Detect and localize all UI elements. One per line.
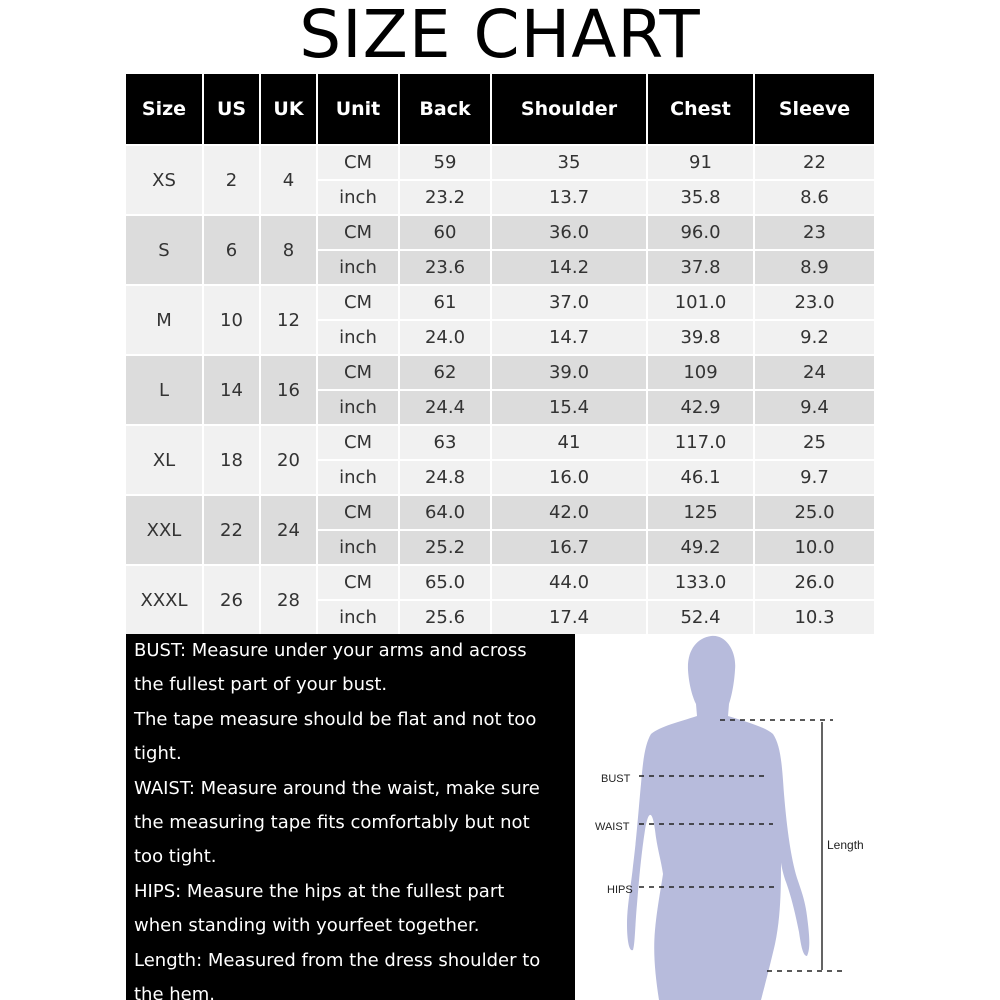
measurement-instructions (126, 634, 575, 1000)
table-header-row (126, 74, 874, 144)
table-cell: 37.8 (648, 249, 755, 284)
size-cell: M (126, 284, 204, 354)
table-cell: 25.2 (400, 529, 492, 564)
table-cell: 39.0 (492, 354, 648, 389)
column-header: Back (400, 74, 492, 144)
column-header: Chest (648, 74, 755, 144)
table-cell: 24.0 (400, 319, 492, 354)
uk-cell: 24 (261, 494, 318, 564)
length-label: Length (827, 838, 864, 852)
table-cell: CM (318, 424, 400, 459)
instruction-line: when standing with yourfeet together. (134, 915, 480, 937)
table-cell: 125 (648, 494, 755, 529)
uk-cell: 12 (261, 284, 318, 354)
column-header: Unit (318, 74, 400, 144)
table-cell: CM (318, 494, 400, 529)
table-cell: 13.7 (492, 179, 648, 214)
instruction-line: Length: Measured from the dress shoulder to (134, 949, 541, 971)
table-cell: 37.0 (492, 284, 648, 319)
instruction-line: WAIST: Measure around the waist, make sure (134, 777, 540, 799)
table-cell: 23.0 (755, 284, 874, 319)
size-cell: L (126, 354, 204, 424)
body-silhouette (627, 636, 809, 1000)
table-cell: 52.4 (648, 599, 755, 634)
table-cell: 22 (755, 144, 874, 179)
table-cell: 91 (648, 144, 755, 179)
instruction-line: tight. (134, 743, 182, 765)
table-cell: 42.0 (492, 494, 648, 529)
us-cell: 26 (204, 564, 261, 634)
table-cell: 25.6 (400, 599, 492, 634)
table-cell: 44.0 (492, 564, 648, 599)
table-row (126, 284, 874, 319)
instruction-line: HIPS: Measure the hips at the fullest part (134, 880, 505, 902)
column-header: Sleeve (755, 74, 874, 144)
hips-label: HIPS (607, 884, 633, 896)
uk-cell: 28 (261, 564, 318, 634)
table-cell: 49.2 (648, 529, 755, 564)
instruction-line: The tape measure should be flat and not too (134, 708, 537, 730)
table-cell: 109 (648, 354, 755, 389)
table-cell: 41 (492, 424, 648, 459)
table-cell: 46.1 (648, 459, 755, 494)
table-cell: 9.7 (755, 459, 874, 494)
instruction-line: the fullest part of your bust. (134, 674, 388, 696)
table-cell: 23 (755, 214, 874, 249)
table-cell: CM (318, 354, 400, 389)
table-cell: 39.8 (648, 319, 755, 354)
table-cell: 61 (400, 284, 492, 319)
us-cell: 2 (204, 144, 261, 214)
us-cell: 6 (204, 214, 261, 284)
table-row (126, 214, 874, 249)
table-cell: 15.4 (492, 389, 648, 424)
table-cell: 14.7 (492, 319, 648, 354)
table-cell: 8.9 (755, 249, 874, 284)
table-cell: 24.4 (400, 389, 492, 424)
us-cell: 22 (204, 494, 261, 564)
table-cell: 25 (755, 424, 874, 459)
size-cell: XXXL (126, 564, 204, 634)
table-cell: 9.2 (755, 319, 874, 354)
size-chart-table (126, 74, 874, 634)
uk-cell: 8 (261, 214, 318, 284)
page-title: SIZE CHART (299, 0, 701, 73)
table-cell: 23.2 (400, 179, 492, 214)
size-cell: S (126, 214, 204, 284)
column-header: Shoulder (492, 74, 648, 144)
table-cell: 10.0 (755, 529, 874, 564)
table-cell: CM (318, 214, 400, 249)
table-cell: 64.0 (400, 494, 492, 529)
table-cell: 35 (492, 144, 648, 179)
table-row (126, 494, 874, 529)
table-cell: 24.8 (400, 459, 492, 494)
us-cell: 14 (204, 354, 261, 424)
table-cell: 59 (400, 144, 492, 179)
table-row (126, 424, 874, 459)
table-cell: 101.0 (648, 284, 755, 319)
table-cell: 96.0 (648, 214, 755, 249)
column-header: US (204, 74, 261, 144)
us-cell: 18 (204, 424, 261, 494)
table-cell: 17.4 (492, 599, 648, 634)
table-cell: inch (318, 459, 400, 494)
waist-label: WAIST (595, 821, 630, 833)
size-cell: XL (126, 424, 204, 494)
table-cell: inch (318, 179, 400, 214)
table-cell: inch (318, 319, 400, 354)
bust-label: BUST (601, 773, 631, 785)
table-cell: inch (318, 599, 400, 634)
uk-cell: 4 (261, 144, 318, 214)
table-cell: 25.0 (755, 494, 874, 529)
table-cell: CM (318, 284, 400, 319)
column-header: Size (126, 74, 204, 144)
table-cell: 9.4 (755, 389, 874, 424)
instruction-line: the measuring tape fits comfortably but not (134, 812, 530, 834)
body-measurement-figure (585, 634, 885, 1000)
us-cell: 10 (204, 284, 261, 354)
table-cell: CM (318, 144, 400, 179)
table-cell: CM (318, 564, 400, 599)
instruction-line: the hem. (134, 984, 215, 1000)
table-cell: 14.2 (492, 249, 648, 284)
uk-cell: 16 (261, 354, 318, 424)
table-cell: 24 (755, 354, 874, 389)
table-cell: 26.0 (755, 564, 874, 599)
table-cell: 16.0 (492, 459, 648, 494)
table-cell: 23.6 (400, 249, 492, 284)
table-cell: 42.9 (648, 389, 755, 424)
table-cell: 36.0 (492, 214, 648, 249)
size-cell: XS (126, 144, 204, 214)
table-cell: 10.3 (755, 599, 874, 634)
table-cell: inch (318, 389, 400, 424)
table-row (126, 564, 874, 599)
table-cell: 133.0 (648, 564, 755, 599)
table-cell: 63 (400, 424, 492, 459)
table-cell: inch (318, 249, 400, 284)
column-header: UK (261, 74, 318, 144)
table-cell: 8.6 (755, 179, 874, 214)
table-cell: 35.8 (648, 179, 755, 214)
table-cell: 60 (400, 214, 492, 249)
size-cell: XXL (126, 494, 204, 564)
instruction-line: too tight. (134, 846, 217, 868)
table-row (126, 354, 874, 389)
table-cell: 62 (400, 354, 492, 389)
uk-cell: 20 (261, 424, 318, 494)
instruction-line: BUST: Measure under your arms and across (134, 640, 527, 661)
table-row (126, 144, 874, 179)
table-cell: inch (318, 529, 400, 564)
table-cell: 65.0 (400, 564, 492, 599)
table-cell: 16.7 (492, 529, 648, 564)
table-cell: 117.0 (648, 424, 755, 459)
